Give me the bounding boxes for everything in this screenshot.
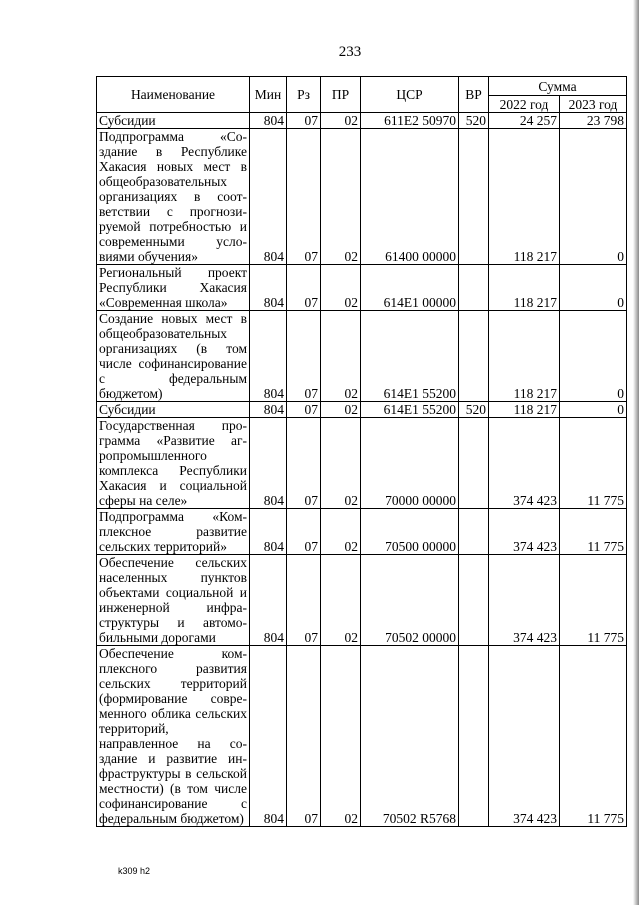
- row-sum-2023: 11 775: [560, 555, 627, 646]
- row-vr: [459, 129, 489, 265]
- row-sum-2023: 11 775: [560, 509, 627, 555]
- row-sum-2022: 118 217: [489, 402, 560, 418]
- row-rz: 07: [287, 509, 321, 555]
- page-edge-shadow: [633, 0, 639, 905]
- footer-code: k309 h2: [118, 866, 151, 876]
- row-sum-2023: 0: [560, 129, 627, 265]
- table-header-row: [97, 77, 627, 96]
- row-name: Региональный проект Республики Хакасия «Современная школа»: [97, 265, 250, 311]
- header-rz: Рз: [287, 77, 321, 113]
- row-pr: 02: [321, 555, 361, 646]
- row-min: 804: [250, 311, 287, 402]
- row-name: Подпрограмма «Комплексное развитие сельских территорий»: [97, 509, 250, 555]
- table-row: [97, 646, 627, 827]
- row-min: 804: [250, 555, 287, 646]
- row-csr: 614Е1 55200: [361, 402, 459, 418]
- row-name: Субсидии: [97, 402, 250, 418]
- row-vr: [459, 646, 489, 827]
- row-sum-2023: 0: [560, 311, 627, 402]
- row-min: 804: [250, 418, 287, 509]
- row-sum-2022: 374 423: [489, 555, 560, 646]
- row-sum-2023: 0: [560, 402, 627, 418]
- row-pr: 02: [321, 646, 361, 827]
- row-min: 804: [250, 129, 287, 265]
- row-min: 804: [250, 646, 287, 827]
- header-min: Мин: [250, 77, 287, 113]
- row-vr: [459, 418, 489, 509]
- header-csr: ЦСР: [361, 77, 459, 113]
- row-csr: 614Е1 00000: [361, 265, 459, 311]
- row-rz: 07: [287, 311, 321, 402]
- row-min: 804: [250, 402, 287, 418]
- header-year-2022: 2022 год: [489, 96, 560, 113]
- page-number: 233: [338, 44, 362, 60]
- row-sum-2022: 118 217: [489, 129, 560, 265]
- table-row: [97, 311, 627, 402]
- row-pr: 02: [321, 418, 361, 509]
- row-vr: 520: [459, 113, 489, 129]
- row-pr: 02: [321, 265, 361, 311]
- row-pr: 02: [321, 311, 361, 402]
- row-vr: [459, 311, 489, 402]
- row-csr: 70502 R5768: [361, 646, 459, 827]
- row-csr: 70500 00000: [361, 509, 459, 555]
- row-vr: 520: [459, 402, 489, 418]
- header-name: Наименование: [97, 77, 250, 113]
- header-vr: ВР: [459, 77, 489, 113]
- table-row: [97, 418, 627, 509]
- row-vr: [459, 509, 489, 555]
- row-rz: 07: [287, 555, 321, 646]
- table-row: [97, 402, 627, 418]
- row-pr: 02: [321, 402, 361, 418]
- row-name: Подпрограмма «Создание в Республике Хакасия новых мест в общеобразовательных организациях в соответствии с прогнозируемой потребностью и современными условиями обучения»: [97, 129, 250, 265]
- table-row: [97, 113, 627, 129]
- row-sum-2023: 11 775: [560, 646, 627, 827]
- header-sum: Сумма: [489, 77, 627, 96]
- row-rz: 07: [287, 113, 321, 129]
- row-csr: 70000 00000: [361, 418, 459, 509]
- row-pr: 02: [321, 509, 361, 555]
- table-row: [97, 129, 627, 265]
- table-row: [97, 509, 627, 555]
- row-sum-2022: 374 423: [489, 646, 560, 827]
- table-body: [97, 113, 627, 827]
- row-pr: 02: [321, 113, 361, 129]
- row-min: 804: [250, 113, 287, 129]
- row-rz: 07: [287, 402, 321, 418]
- table-row: [97, 555, 627, 646]
- row-rz: 07: [287, 646, 321, 827]
- header-year-2023: 2023 год: [560, 96, 627, 113]
- row-vr: [459, 265, 489, 311]
- row-csr: 611Е2 50970: [361, 113, 459, 129]
- row-csr: 70502 00000: [361, 555, 459, 646]
- row-pr: 02: [321, 129, 361, 265]
- budget-table: [96, 76, 627, 827]
- row-sum-2022: 24 257: [489, 113, 560, 129]
- header-pr: ПР: [321, 77, 361, 113]
- table-row: [97, 265, 627, 311]
- row-sum-2022: 118 217: [489, 311, 560, 402]
- row-sum-2023: 23 798: [560, 113, 627, 129]
- row-name: Создание новых мест в общеобразовательных организациях (в том числе софинансирование с федеральным бюджетом): [97, 311, 250, 402]
- row-csr: 61400 00000: [361, 129, 459, 265]
- row-sum-2023: 0: [560, 265, 627, 311]
- row-min: 804: [250, 509, 287, 555]
- row-rz: 07: [287, 265, 321, 311]
- row-sum-2022: 374 423: [489, 509, 560, 555]
- row-name: Обеспечение комплексного развития сельских территорий (формирование современного облика сельских территорий, направленное на создание и развитие инфраструктуры в сельской местности) (в том числе софинансирование с федеральным бюджетом): [97, 646, 250, 827]
- row-name: Обеспечение сельских населенных пунктов объектами социальной и инженерной инфраструктуры и автомобильными дорогами: [97, 555, 250, 646]
- row-name: Субсидии: [97, 113, 250, 129]
- row-min: 804: [250, 265, 287, 311]
- row-rz: 07: [287, 129, 321, 265]
- row-rz: 07: [287, 418, 321, 509]
- row-name: Государственная программа «Развитие агропромышленного комплекса Республики Хакасия и социальной сферы на селе»: [97, 418, 250, 509]
- row-csr: 614Е1 55200: [361, 311, 459, 402]
- row-vr: [459, 555, 489, 646]
- row-sum-2022: 374 423: [489, 418, 560, 509]
- row-sum-2023: 11 775: [560, 418, 627, 509]
- row-sum-2022: 118 217: [489, 265, 560, 311]
